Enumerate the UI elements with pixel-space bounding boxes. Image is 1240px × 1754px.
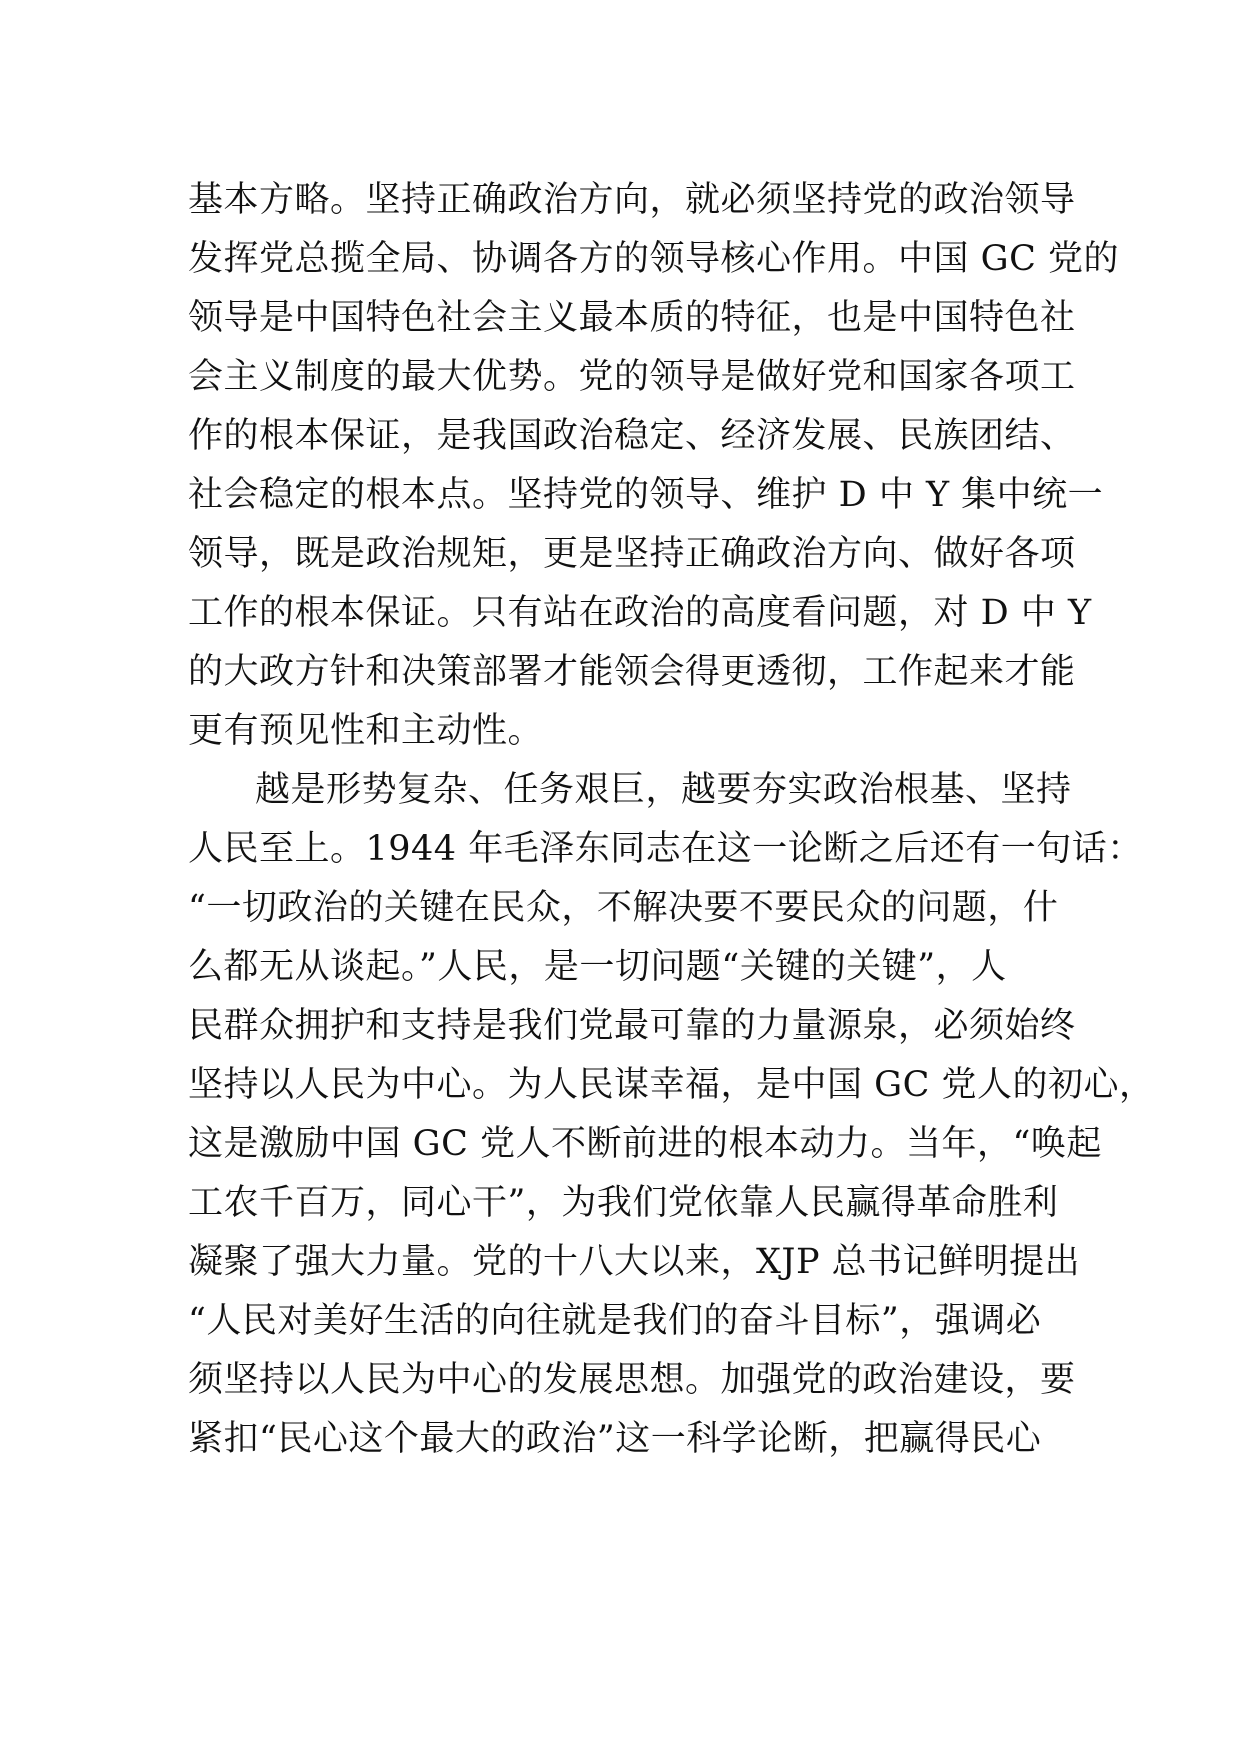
text-line-10: 更有预见性和主动性。 <box>188 711 544 751</box>
text-line-8: 工作的根本保证。只有站在政治的高度看问题，对 D 中 Y <box>188 593 1092 633</box>
text-line-1: 基本方略。坚持正确政治方向，就必须坚持党的政治领导 <box>188 180 1076 220</box>
text-line-2: 发挥党总揽全局、协调各方的领导核心作用。中国 GC 党的 <box>188 239 1119 279</box>
text-line-15: 民群众拥护和支持是我们党最可靠的力量源泉，必须始终 <box>188 1006 1076 1046</box>
text-line-7: 领导，既是政治规矩，更是坚持正确政治方向、做好各项 <box>188 534 1076 574</box>
text-line-12: 人民至上。1944 年毛泽东同志在这一论断之后还有一句话： <box>188 829 1143 869</box>
text-line-14: 么都无从谈起。”人民，是一切问题“关键的关键”，人 <box>188 947 1007 987</box>
text-line-20: “人民对美好生活的向往就是我们的奋斗目标”，强调必 <box>188 1301 1042 1341</box>
text-line-3: 领导是中国特色社会主义最本质的特征，也是中国特色社 <box>188 298 1076 338</box>
text-line-6: 社会稳定的根本点。坚持党的领导、维护 D 中 Y 集中统一 <box>188 475 1104 515</box>
text-line-17: 这是激励中国 GC 党人不断前进的根本动力。当年，“唤起 <box>188 1124 1102 1164</box>
text-line-4: 会主义制度的最大优势。党的领导是做好党和国家各项工 <box>188 357 1076 397</box>
text-line-13: “一切政治的关键在民众，不解决要不要民众的问题，什 <box>188 888 1059 928</box>
text-line-18: 工农千百万，同心干”，为我们党依靠人民赢得革命胜利 <box>188 1183 1059 1223</box>
text-line-22: 紧扣“民心这个最大的政治”这一科学论断，把赢得民心 <box>188 1419 1042 1459</box>
text-line-19: 凝聚了强大力量。党的十八大以来，XJP 总书记鲜明提出 <box>188 1242 1081 1282</box>
text-line-5: 作的根本保证，是我国政治稳定、经济发展、民族团结、 <box>188 416 1076 456</box>
text-line-16: 坚持以人民为中心。为人民谋幸福，是中国 GC 党人的初心， <box>188 1065 1155 1105</box>
text-line-21: 须坚持以人民为中心的发展思想。加强党的政治建设，要 <box>188 1360 1076 1400</box>
text-line-9: 的大政方针和决策部署才能领会得更透彻，工作起来才能 <box>188 652 1076 692</box>
text-line-11: 越是形势复杂、任务艰巨，越要夯实政治根基、坚持 <box>255 770 1072 810</box>
